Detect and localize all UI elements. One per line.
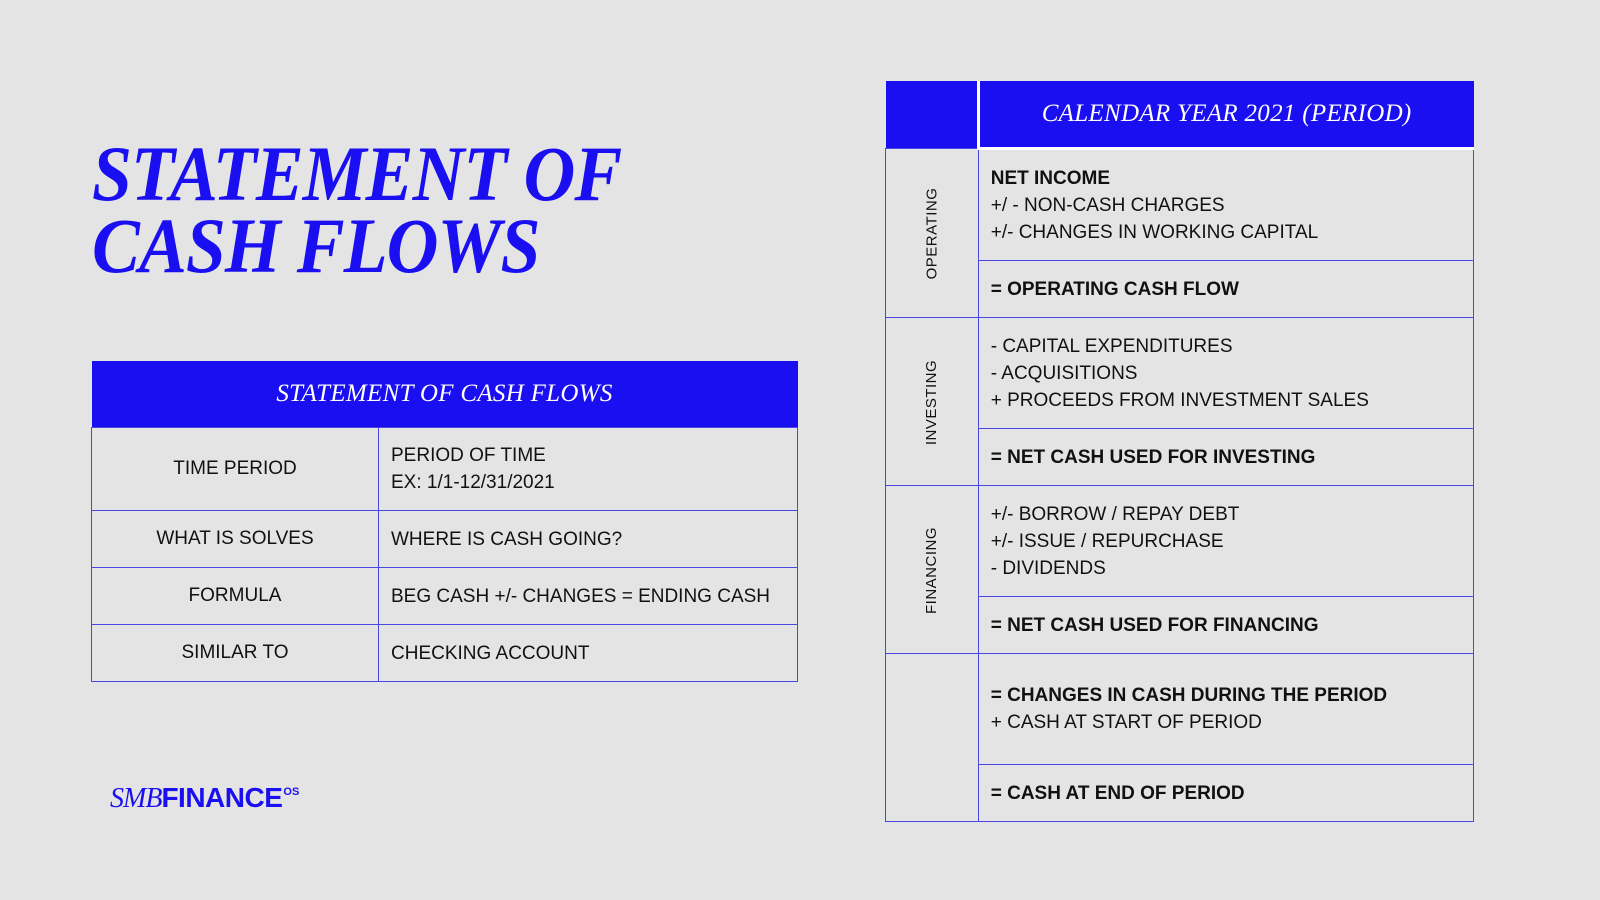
row-value-line: EX: 1/1-12/31/2021 bbox=[391, 472, 555, 493]
brand-logo bbox=[110, 783, 299, 814]
item-line: + PROCEEDS FROM INVESTMENT SALES bbox=[990, 389, 1369, 411]
item-line: - ACQUISITIONS bbox=[990, 362, 1138, 384]
row-value-similar-to: CHECKING ACCOUNT bbox=[379, 625, 798, 682]
item-line: = CHANGES IN CASH DURING THE PERIOD bbox=[990, 685, 1388, 706]
item-line: - DIVIDENDS bbox=[990, 557, 1106, 579]
financing-items bbox=[978, 486, 1473, 597]
page-title-line1: STATEMENT OF bbox=[92, 130, 622, 217]
logo-finance: FINANCE bbox=[161, 782, 283, 813]
item-line: +/- ISSUE / REPURCHASE bbox=[990, 530, 1224, 552]
page-title bbox=[92, 130, 622, 289]
item-line: NET INCOME bbox=[990, 167, 1111, 189]
row-value-line: PERIOD OF TIME bbox=[391, 445, 546, 466]
section-label-financing bbox=[886, 486, 979, 654]
financing-total: = NET CASH USED FOR FINANCING bbox=[978, 597, 1473, 654]
row-value-what-it-solves: WHERE IS CASH GOING? bbox=[379, 511, 798, 568]
cash-change-items bbox=[978, 654, 1473, 765]
row-label-formula: FORMULA bbox=[92, 568, 379, 625]
row-value-time-period bbox=[379, 428, 798, 511]
section-label-summary bbox=[886, 654, 979, 822]
header-corner bbox=[886, 81, 979, 149]
table-row bbox=[92, 568, 798, 625]
cash-flow-header: CALENDAR YEAR 2021 (PERIOD) bbox=[978, 81, 1473, 149]
page-title-line2: CASH FLOWS bbox=[92, 202, 540, 289]
section-label-text: INVESTING bbox=[923, 359, 941, 445]
investing-items-row bbox=[886, 318, 1474, 429]
item-line: +/- CHANGES IN WORKING CAPITAL bbox=[990, 221, 1319, 243]
item-line: - CAPITAL EXPENDITURES bbox=[990, 335, 1233, 357]
section-label-operating bbox=[886, 149, 979, 318]
row-label-what-it-solves: WHAT IS SOLVES bbox=[92, 511, 379, 568]
logo-superscript: OS bbox=[283, 786, 300, 798]
operating-items bbox=[978, 149, 1473, 261]
cash-flow-table bbox=[885, 81, 1474, 822]
table-row bbox=[92, 428, 798, 511]
summary-table bbox=[91, 361, 798, 682]
logo-smb: SMB bbox=[110, 783, 162, 814]
investing-items bbox=[978, 318, 1473, 429]
section-label-text: FINANCING bbox=[923, 526, 941, 614]
section-label-investing bbox=[886, 318, 979, 486]
investing-total: = NET CASH USED FOR INVESTING bbox=[978, 429, 1473, 486]
item-line: + CASH AT START OF PERIOD bbox=[990, 712, 1262, 733]
row-label-time-period: TIME PERIOD bbox=[92, 428, 379, 511]
section-label-text: OPERATING bbox=[923, 187, 941, 280]
operating-total: = OPERATING CASH FLOW bbox=[978, 261, 1473, 318]
cash-change-row bbox=[886, 654, 1474, 765]
financing-items-row bbox=[886, 486, 1474, 597]
item-line: +/ - NON-CASH CHARGES bbox=[990, 194, 1225, 216]
table-row bbox=[92, 625, 798, 682]
row-value-formula: BEG CASH +/- CHANGES = ENDING CASH bbox=[379, 568, 798, 625]
table-row bbox=[92, 511, 798, 568]
row-label-similar-to: SIMILAR TO bbox=[92, 625, 379, 682]
cash-end-total: = CASH AT END OF PERIOD bbox=[978, 765, 1473, 822]
item-line: +/- BORROW / REPAY DEBT bbox=[990, 503, 1240, 525]
summary-table-header: STATEMENT OF CASH FLOWS bbox=[92, 361, 798, 428]
operating-items-row bbox=[886, 149, 1474, 261]
